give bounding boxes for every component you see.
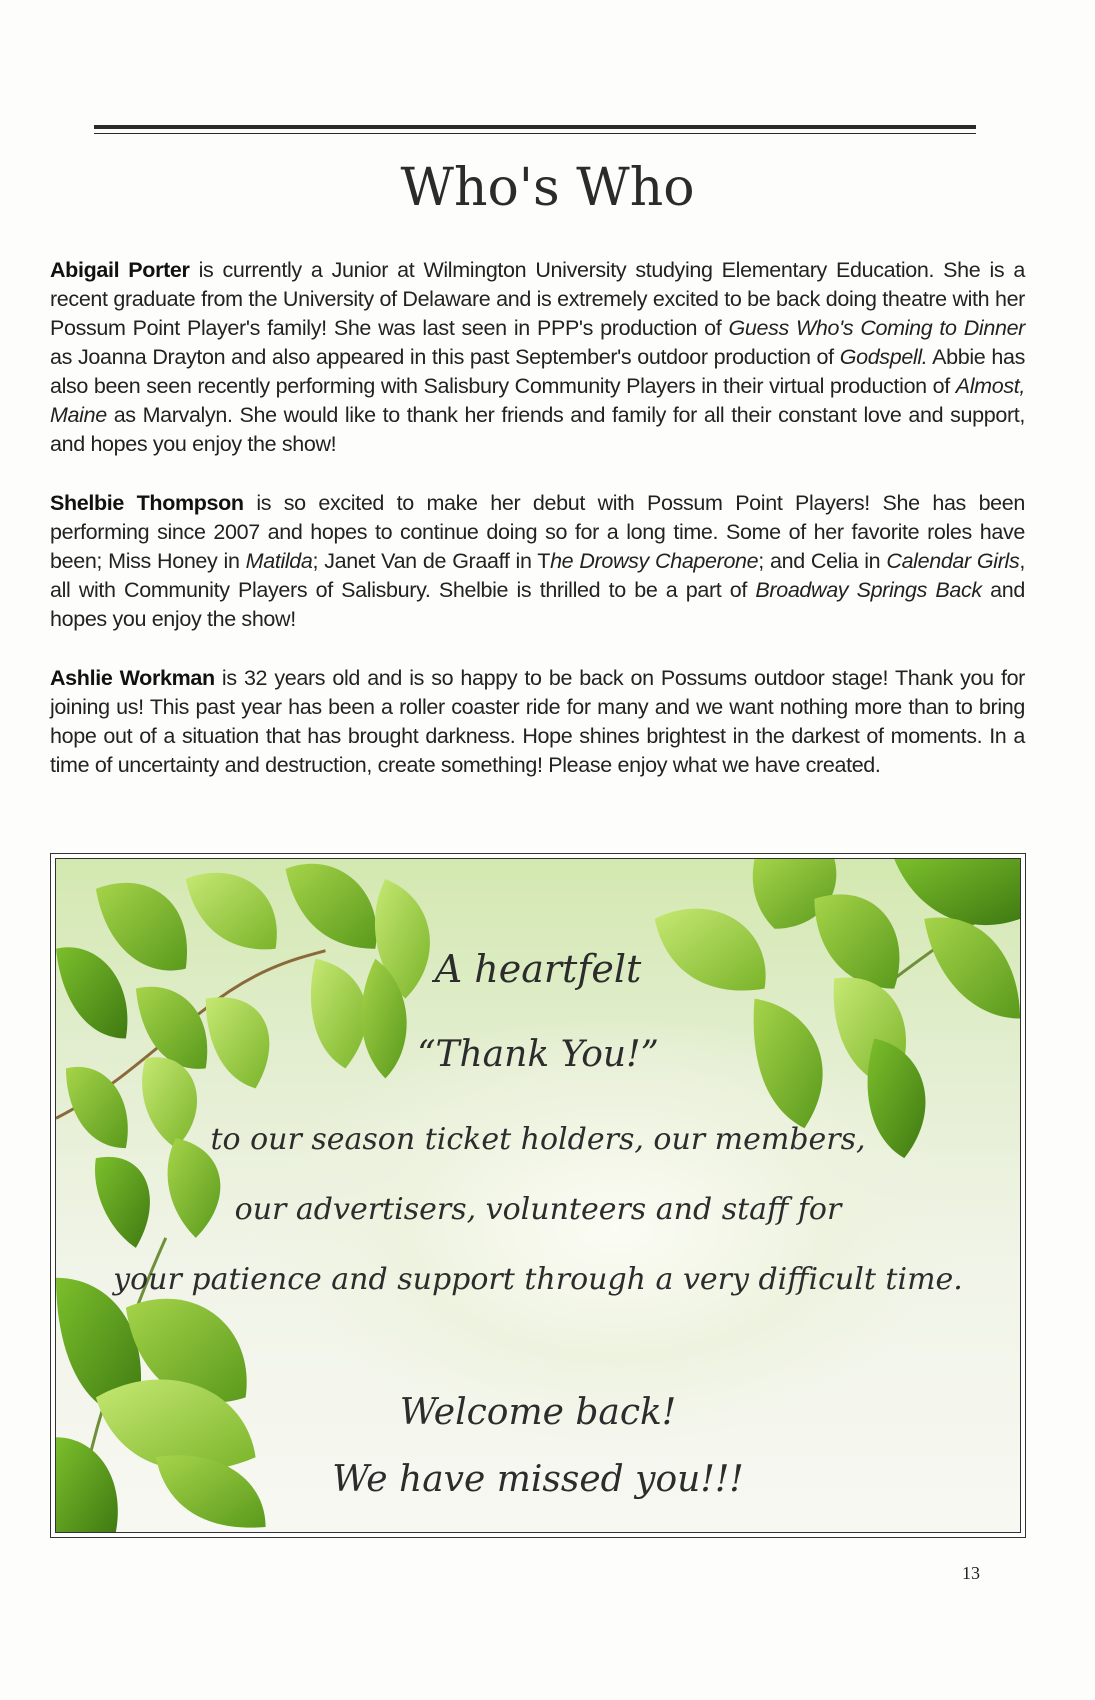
- card-line-advertisers: our advertisers, volunteers and staff for: [234, 1192, 842, 1227]
- production-title: Matilda: [245, 549, 313, 573]
- bio-text: , all with Community Players of Salisbury. Shelbie is thrilled to be a part of: [50, 549, 1025, 602]
- production-title: Guess Who's Coming to Dinner: [728, 316, 1025, 340]
- bio-abigail-porter: [50, 256, 1025, 459]
- production-title: Broadway Springs Back: [755, 578, 982, 602]
- card-line-patience: your patience and support through a very difficult time.: [113, 1262, 963, 1297]
- bio-text: as Marvalyn. She would like to thank her friends and family for all their constant love and support, and hopes you enjoy the show!: [50, 403, 1025, 456]
- bio-text: ; and Celia in: [758, 549, 887, 573]
- header-rule-thick: [94, 125, 976, 129]
- bio-name: Abigail Porter: [50, 258, 190, 282]
- card-line-thank-you: “Thank You!”: [417, 1034, 659, 1075]
- production-title: Almost, Maine: [50, 374, 1025, 427]
- thank-you-card: [50, 853, 1026, 1538]
- production-title: Godspell.: [839, 345, 928, 369]
- bio-shelbie-thompson: [50, 489, 1025, 634]
- card-line-missed-you: We have missed you!!!: [332, 1459, 744, 1500]
- bios-section: [50, 256, 1025, 810]
- thank-you-card-inner: [55, 858, 1021, 1533]
- card-line-welcome-back: Welcome back!: [399, 1392, 677, 1433]
- page-title: Who's Who: [400, 158, 695, 218]
- page-number: 13: [962, 1563, 980, 1583]
- bio-text: as Joanna Drayton and also appeared in this past September's outdoor production of: [50, 345, 840, 369]
- production-title: Calendar Girls: [886, 549, 1020, 573]
- bio-text: is 32 years old and is so happy to be back on Possums outdoor stage! Thank you for joining us! This past year has been a roller coaster ride for many and we want nothing more than to bring hope out of a situation that has brought darkness. Hope shines brightest in the darkest of moments. In a time of uncertainty and destruction, create something! Please enjoy what we have created.: [50, 666, 1025, 777]
- bio-name: Shelbie Thompson: [50, 491, 244, 515]
- bio-text: ; Janet Van de Graaff in T: [312, 549, 551, 573]
- card-line-ticket-holders: to our season ticket holders, our members,: [210, 1122, 866, 1157]
- bio-text: Abbie has also been seen recently performing with Salisbury Community Players in their virtual production of: [50, 345, 1025, 398]
- production-title: he Drowsy Chaperone: [550, 549, 759, 573]
- bio-name: Ashlie Workman: [50, 666, 215, 690]
- bio-text: and hopes you enjoy the show!: [50, 578, 1026, 631]
- header-rule-thin: [94, 133, 976, 134]
- bio-text: is so excited to make her debut with Possum Point Players! She has been performing since 2007 and hopes to continue doing so for a long time. Some of her favorite roles have been; Miss Honey in: [50, 491, 1025, 573]
- card-line-heartfelt: A heartfelt: [434, 947, 642, 991]
- bio-ashlie-workman: [50, 664, 1025, 780]
- bio-text: is currently a Junior at Wilmington University studying Elementary Education. She is a recent graduate from the University of Delaware and is extremely excited to be back doing theatre with her Possum Point Player's family! She was last seen in PPP's production of: [50, 258, 1025, 340]
